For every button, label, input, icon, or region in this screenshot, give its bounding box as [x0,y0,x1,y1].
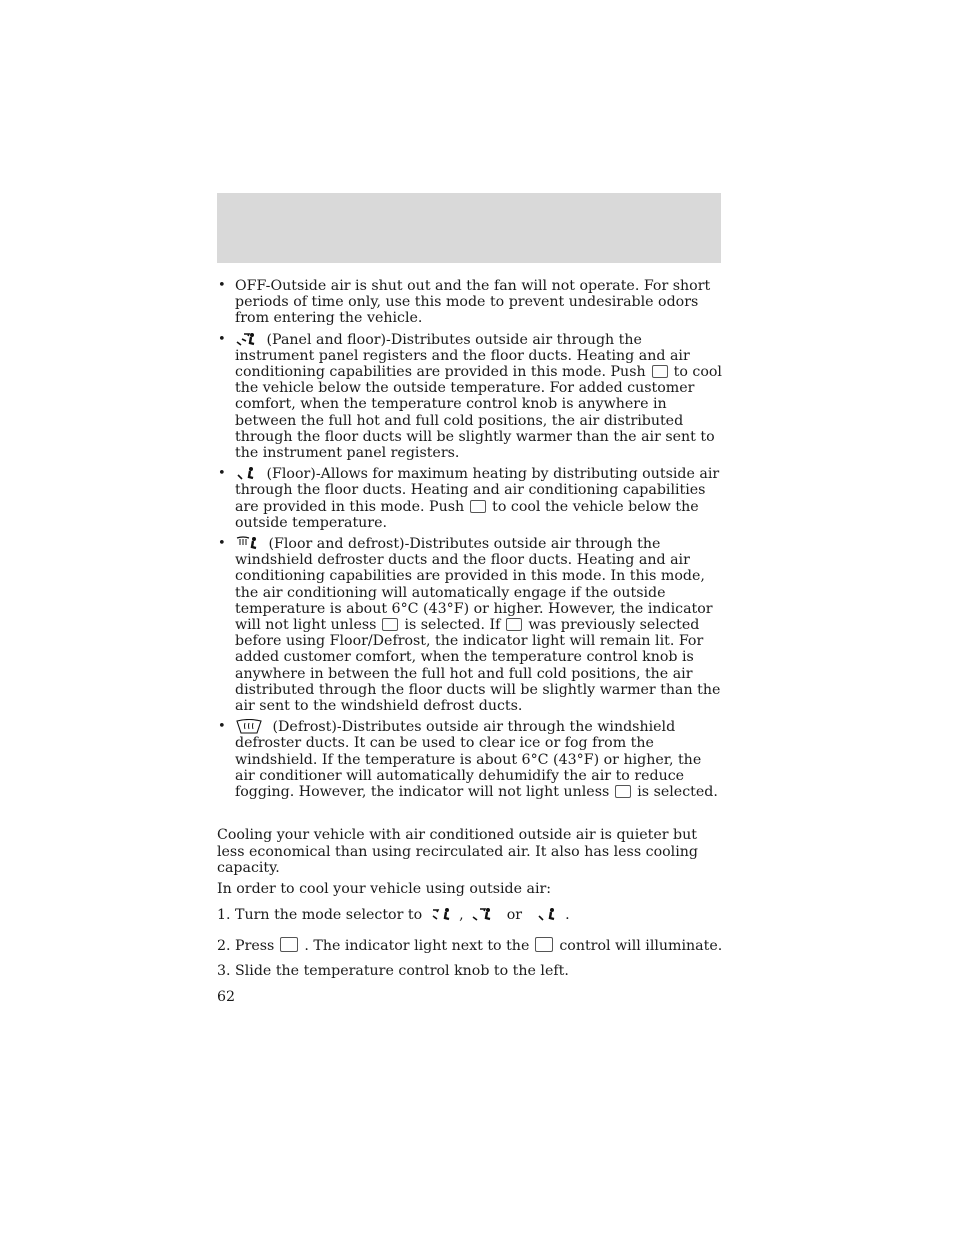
panel-floor-vent-icon [430,907,452,923]
defrost-icon [235,719,263,735]
floor-defrost-vent-icon [235,536,259,552]
list-item-floor-defrost: • (Floor and defrost)-Distributes outside air through the windshield defroster ducts and the floor ducts. Heating and air conditioning capabilities are provided in this mode. In this mode, the air conditioning will automatically engage if the outside temperature is about 6°C (43°F) or higher. However, the indicator will not light unless is selected. If was previously selected before using Floor/Defrost, the indicator light will remain lit. For added customer comfort, when the temperature control knob is anywhere in between the full hot and full cold positions, the air distributed through the floor ducts will be slightly warmer than the air sent to the windshield defrost ducts. [218,536,721,715]
bullet: • [218,536,226,552]
step-1: 1. Turn the mode selector to , or . [217,907,570,924]
bullet: • [218,466,226,482]
list-item-panel-floor: • (Panel and floor)-Distributes outside air through the instrument panel registers and the floor ducts. Heating and air conditioning capabilities are provided in this mode. Push to cool the vehicle below the outside temperature. For added customer comfort, when the temperature control knob is anywhere in between the full hot and full cold positions, the air distributed through the floor ducts will be slightly warmer than the air sent to the instrument panel registers. [218,331,722,462]
list-item-defrost: • (Defrost)-Distributes outside air through the windshield defroster ducts. It can be used to clear ice or fog from the windshield. If the temperature is about 6°C (43°F) or higher, the air conditioner will automatically dehumidify the air to reduce fogging. However, the indicator will not light unless is selected. [218,719,718,801]
ac-button-icon [506,618,522,631]
spacer [217,805,725,827]
page-number: 62 [217,988,236,1005]
ac-button-icon [615,785,631,798]
step-3: 3. Slide the temperature control knob to the left. [217,962,569,979]
paragraph-cooling: Cooling your vehicle with air conditioned outside air is quieter but less economical than using recirculated air. It also has less cooling capacity. [217,827,698,876]
ac-button-icon [280,937,298,952]
floor-vent-icon [536,907,558,923]
section-header-band [217,193,721,263]
ac-button-icon [470,500,486,513]
floor-vent-icon [235,466,257,482]
panel-floor-vent-icon [471,907,493,923]
step-2: 2. Press . The indicator light next to the control will illuminate. [217,938,723,955]
paragraph-instructions: In order to cool your vehicle using outside air: [217,880,552,897]
page-content [217,278,725,1019]
list-item-off: • OFF-Outside air is shut out and the fan will not operate. For short periods of time only, use this mode to prevent undesirable odors from entering the vehicle. [218,278,711,327]
ac-button-icon [382,618,398,631]
ac-button-icon [652,365,668,378]
bullet: • [218,719,226,735]
panel-floor-vent-icon [235,332,257,348]
list-item-floor: • (Floor)-Allows for maximum heating by distributing outside air through the floor ducts. Heating and air conditioning capabilities are provided in this mode. Push to cool the vehicle below the outside temperature. [218,466,720,531]
bullet: • [218,331,226,347]
ac-button-icon [535,937,553,952]
mode-list [217,278,725,800]
bullet: • [218,278,226,293]
